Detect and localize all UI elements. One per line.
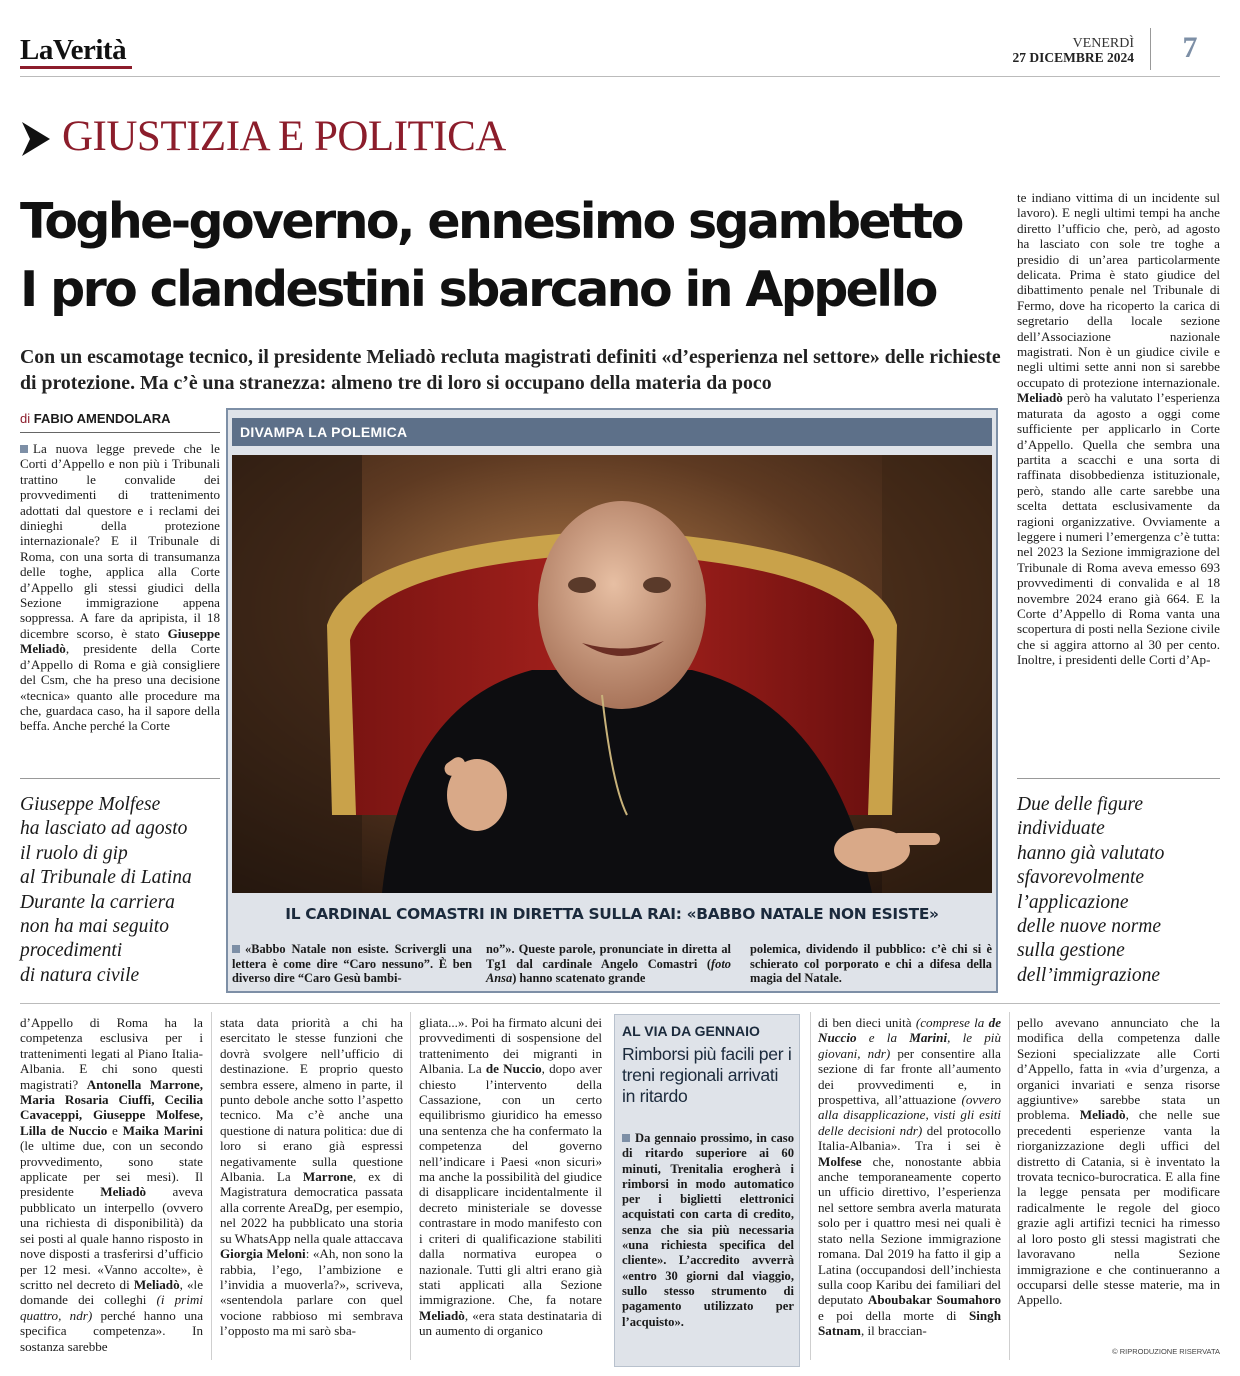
pull-quote-line: l’applicazione xyxy=(1017,891,1129,913)
byline xyxy=(20,411,210,426)
article-column-bottom-5: di ben dieci unità (comprese la de Nuccio e la Marini, le più giovani, ndr) per consentire alla sezione di far fronte all’aumento dei provvedimenti e, in prospettiva, all’attuazione (ovvero alla disapplicazione, visti gli esiti delle decisioni ndr) del protocollo Italia-Albania». Tra i sei è Molfese che, nonostante abbia anche temporaneamente coperto un ufficio direttivo, l’esperienza nel settore sembra averla maturata solo per i quattro mesi nei quali è stato nella Sezione immigrazione romana. Dal 2019 ha fatto il gip a Latina (occupandosi dell’inchiesta sulla coop Karibu dei familiari del deputato Aboubakar Soumahoro e poi della morte di Singh Satnam, il braccian- xyxy=(818,1015,1001,1339)
pull-quote-line: non ha mai seguito xyxy=(20,916,169,938)
bottom-section-rule xyxy=(20,1003,1220,1004)
article-column-bottom-2: stata data priorità a chi ha esercitato le stesse funzioni che dovrà svolgere nell’ufficio di destinazione. E proprio questo sembra essere, almeno in parte, il punto debole anche sotto l’aspetto tecnico. Ma c’è anche una questione di natura politica: due di loro si erano già espressi negativamente sulla questione Albania. La Marrone, ex di Magistratura democratica passata alla corrente AreaDg, per esempio, nel 2022 ha pubblicato una storia su WhatsApp nella quale attaccava Giorgia Meloni: «Ah, non sono la rabbia, l’ego, l’ambizione e l’invidia a muoverla?», scriveva, «sentendola parlare con quel vocione rabbioso mi sembrava l’opposto ma mi sarò sba- xyxy=(220,1015,403,1339)
article-column-top-left: La nuova legge prevede che le Corti d’Appello e non più i Tribunali trattino le convalide dei provvedimenti di trattenimento adottati dal questore e i reclami dei dinieghi della protezione internazionale? E il Tribunale di Roma, con una sorta di transumanza delle toghe, applica alla Corte d’Appello gli stessi giudici della Sezione immigrazione appena soppressa. A fare da apripista, il 18 dicembre scorso, è stato Giuseppe Meliadò, presidente della Corte d’Appello di Roma e già consigliere del Csm, che ha preso una decisione «tecnica» quanto alle procedure ma che, guardaca caso, ha il sapore della beffa. Anche perché la Corte xyxy=(20,441,220,734)
photo-caption-title: IL CARDINAL COMASTRI IN DIRETTA SULLA RAI: «BABBO NATALE NON ESISTE» xyxy=(285,905,939,923)
article-column-bottom-3: gliata...». Poi ha firmato alcuni dei provvedimenti di sospensione del trattenimento dei migranti in Albania. La de Nuccio, dopo aver chiesto l’intervento della Cassazione, con un certo equilibrismo giuridico ha emesso una sentenza che ha confermato la competenza del governo nell’indicare i Paesi «non sicuri» ma anche la possibilità del giudice di disapplicare incidentalmente il decreto ministeriale se dovesse contrastare in modo manifesto con i criteri di qualificazione stabiliti dalla normativa europea o nazionale. Tutti gli altri erano già stati applicati alla Sezione immigrazione. Che, fa notare Meliadò, «era stata destinataria di un aumento di organico xyxy=(419,1015,602,1339)
pull-quote-line: procedimenti xyxy=(20,940,123,962)
column-rule xyxy=(810,1012,811,1360)
pull-quote-line: di natura civile xyxy=(20,964,140,986)
column-rule xyxy=(211,1012,212,1360)
pull-quote-line: il ruolo di gip xyxy=(20,842,128,864)
pull-quote-line: sulla gestione xyxy=(1017,940,1125,962)
page-number: 7 xyxy=(1182,31,1198,64)
sidebar-body: Da gennaio prossimo, in caso di ritardo superiore ai 60 minuti, Trenitalia erogherà i rimborsi in modo automatico per i biglietti elettronici acquistati con carta di credito, senza che sia più necessaria «una richiesta specifica del cliente». L’accredito avverrà «entro 30 giorni dal viaggio, sullo stesso strumento di pagamento utilizzato per l’acquisto». xyxy=(622,1131,794,1329)
headline-line-2: I pro clandestini sbarcano in Appello xyxy=(20,261,936,318)
caption-col-1: «Babbo Natale non esiste. Scrivergli una lettera è come dire “Caro nessuno”. È ben diverso dire “Caro Gesù bambi- xyxy=(232,942,472,985)
pull-quote-line: Durante la carriera xyxy=(20,891,175,913)
section-title: GIUSTIZIA E POLITICA xyxy=(62,113,506,160)
masthead-divider xyxy=(1150,28,1151,70)
pull-quote-line: individuate xyxy=(1017,818,1105,840)
article-column-bottom-6: pello avevano annunciato che la modifica della competenza dalle Sezioni specializzate alle Corti d’Appello, fatta in «via d’urgenza, a organici invariati e senza risorse aggiuntive» sarebbe stata un problema. Meliadò, che nelle sue precedenti esperienze vanta la riorganizzazione degli uffici del distretto di Catania, si è inventato la trovata tecnico-burocratica. E alla fine la legge pensata per modificare radicalmente le regole del gioco grazie agli artifizi tecnici ha rimesso al loro posto gli stessi magistrati che lavoravano nella Sezione immigrazione e che continueranno a occuparsi delle stesse materie, ma in Appello. xyxy=(1017,1015,1220,1308)
sidebar-title: Rimborsi più facili per i treni regionali arrivati in ritardo xyxy=(622,1044,792,1106)
column-rule xyxy=(410,1012,411,1360)
masthead-rule xyxy=(20,76,1220,77)
column-divider xyxy=(1017,778,1220,779)
masthead-logo[interactable] xyxy=(20,34,126,67)
subhead: Con un escamotage tecnico, il presidente Meliadò recluta magistrati definiti «d’esperienza nel settore» delle richieste di protezione. Ma c’è una stranezza: almeno tre di loro si occupano della materia da poco xyxy=(20,346,1001,394)
copyright: © RIPRODUZIONE RISERVATA xyxy=(1112,1347,1220,1356)
column-divider xyxy=(20,778,220,779)
masthead-date: 27 DICEMBRE 2024 xyxy=(1012,50,1134,65)
headline-line-1: Toghe-governo, ennesimo sgambetto xyxy=(20,193,962,250)
logo-text: LaVerità xyxy=(20,34,127,66)
article-column-bottom-1: d’Appello di Roma ha la competenza esclusiva per i trattenimenti legati al Piano Italia-Albania. E chi sono questi magistrati? Antonella Marrone, Maria Rosaria Ciuffi, Cecilia Cavaceppi, Giuseppe Molfese, Lilla de Nuccio e Maika Marini (le ultime due, con un secondo provvedimento, sono state applicate per sei mesi). Il presidente Meliadò aveva pubblicato un interpello (ovvero una richiesta di disponibilità) da sei posti al quale hanno risposto in nove disposti a trasferirsi d’ufficio per 12 mesi. «Vanno accolte», è scritto nel decreto di Meliadò, «le domande dei colleghi (i primi quattro, ndr) perché hanno una specifica competenza». In sostanza sarebbe xyxy=(20,1015,204,1354)
bullet-square-icon xyxy=(622,1134,630,1142)
sidebar-kicker: AL VIA DA GENNAIO xyxy=(622,1023,760,1039)
caption-column: no”». Queste parole, pronunciate in diretta al Tg1 dal cardinale Angelo Comastri (foto Ansa) hanno scatenato grande xyxy=(486,942,731,985)
section-arrow-icon xyxy=(20,120,54,158)
pull-quote-right xyxy=(1017,793,1220,988)
sidebar-body-wrap xyxy=(622,1131,794,1330)
pull-quote-line: dell’immigrazione xyxy=(1017,964,1160,986)
pull-quote-line: hanno già valutato xyxy=(1017,842,1165,864)
byline-prefix: di xyxy=(20,411,31,426)
article-column-top-right: te indiano vittima di un incidente sul lavoro). E negli ultimi tempi ha anche diretto l’ufficio che, però, ad agosto ha lasciato con sole tre toghe a presidio di un’area particolarmente delicata. Prima è stato giudice del dibattimento penale nel Tribunale di Fermo, dove ha ricoperto la carica di segretario della locale sezione dell’Associazione nazionale magistrati. Non è un giudice civile e negli ultimi sette anni non si sarebbe occupato di protezione internazionale. Meliadò però ha valutato l’esperienza maturata da agosto a oggi come sufficiente per applicarlo in Corte d’Appello. Quella che sembra una partita a scacchi e una sorta di raffinata disobbedienza istituzionale, però, stando alle carte sarebbe una scelta dettata esclusivamente da ragioni organizzative. Ovviamente a leggere i numeri l’emergenza c’è tutta: nel 2023 la Sezione immigrazione del Tribunale di Roma aveva emesso 693 provvedimenti di convalida e al 18 novembre 2024 erano già 664. E la Corte d’Appello di Roma vanta una scopertura di posti nella Sezione civile che si aggira attorno al 30 per cento. Inoltre, i presidenti delle Corti d’Ap- xyxy=(1017,190,1220,668)
cardinal-photo xyxy=(232,455,992,893)
byline-rule xyxy=(20,432,220,433)
photo-kicker: DIVAMPA LA POLEMICA xyxy=(232,418,992,446)
masthead-day: VENERDÌ xyxy=(1072,36,1134,51)
logo-underline xyxy=(20,66,132,69)
headline xyxy=(20,188,1010,324)
pull-quote-line: al Tribunale di Latina xyxy=(20,867,192,889)
pull-quote-line: Due delle figure xyxy=(1017,794,1143,815)
bullet-square-icon xyxy=(20,445,28,453)
pull-quote-line: sfavorevolmente xyxy=(1017,867,1145,889)
pull-quote-line: Giuseppe Molfese xyxy=(20,794,161,815)
byline-author: FABIO AMENDOLARA xyxy=(33,411,171,426)
pull-quote-left xyxy=(20,793,220,988)
caption-column: polemica, dividendo il pubblico: c’è chi si è schierato col porporato e chi a difesa della magia del Natale. xyxy=(750,942,992,985)
bullet-square-icon xyxy=(232,945,240,953)
pull-quote-line: delle nuove norme xyxy=(1017,916,1162,938)
column-rule xyxy=(1009,1012,1010,1360)
caption-column xyxy=(232,942,472,986)
pull-quote-line: ha lasciato ad agosto xyxy=(20,818,188,840)
